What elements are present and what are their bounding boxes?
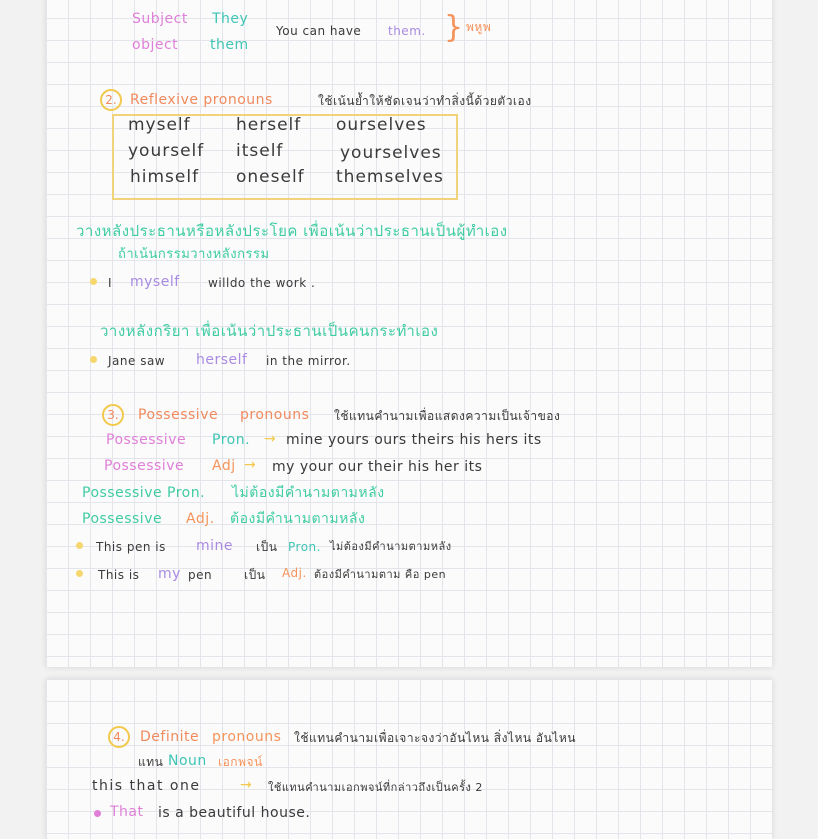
example-pre: You can have (276, 24, 362, 38)
word-herself: herself (236, 115, 302, 135)
reflexive-title: Reflexive pronouns (130, 92, 273, 108)
possessive-title-a: Possessive (138, 407, 219, 423)
notebook-page-2 (46, 679, 772, 839)
bullet-dot (90, 278, 97, 285)
bullet-dot (76, 542, 83, 549)
definite-line2-c: เอกพจน์ (218, 755, 263, 769)
word-themselves: themselves (336, 167, 444, 187)
subject-label: Subject (132, 11, 188, 27)
poss-ex2-pre: This is (98, 568, 140, 582)
poss-ex2-post: pen (188, 568, 213, 582)
poss-ex2-tag: Adj. (282, 566, 307, 580)
example-word: them. (388, 24, 426, 38)
reflexive-ex2-word: herself (196, 352, 248, 368)
bracket: } (444, 10, 464, 45)
word-himself: himself (130, 167, 200, 187)
pron-label-b: Pron. (212, 432, 251, 448)
definite-desc: ใช้แทนคำนามเพื่อเจาะจงว่าอันไหน สิ่งไหน อันไหน (294, 731, 576, 745)
adj-label-b: Adj (212, 458, 236, 474)
rule-adj-c: ต้องมีคำนามตามหลัง (230, 511, 366, 527)
reflexive-ex1-post: willdo the work . (208, 276, 316, 290)
word-ourselves: ourselves (336, 115, 427, 135)
rule-adj-a: Possessive (82, 511, 163, 527)
poss-ex1-tag: Pron. (288, 540, 321, 554)
reflexive-ex1-pre: I (108, 276, 113, 290)
poss-ex2-word: my (158, 566, 181, 582)
notebook-page-1 (46, 0, 772, 667)
adj-words: my your our their his her its (272, 459, 483, 475)
reflexive-ex2-post: in the mirror. (266, 354, 351, 368)
poss-ex1-be: เป็น (256, 540, 278, 554)
definite-title-a: Definite (140, 729, 200, 745)
definite-line2-b: Noun (168, 753, 207, 769)
bullet-dot (76, 570, 83, 577)
rule-pron-b: ไม่ต้องมีคำนามตามหลัง (232, 485, 385, 501)
definite-ex-word: That (110, 804, 144, 820)
reflexive-desc: ใช้เน้นย้ำให้ชัดเจนว่าทำสิ่งนี้ด้วยตัวเอง (318, 94, 532, 108)
possessive-title-b: pronouns (240, 407, 310, 423)
definite-arrow-icon: → (240, 777, 253, 793)
poss-ex1-word: mine (196, 538, 234, 554)
word-itself: itself (236, 141, 284, 161)
reflexive-ex1-word: myself (130, 274, 180, 290)
pron-words: mine yours ours theirs his hers its (286, 432, 542, 448)
possessive-desc: ใช้แทนคำนามเพื่อแสดงความเป็นเจ้าของ (334, 409, 561, 423)
section-number-4: 4. (108, 726, 130, 748)
object-word: them (210, 37, 249, 53)
adj-arrow-icon: → (244, 457, 257, 473)
thai-note: พหูพ (466, 20, 492, 34)
bullet-dot (94, 810, 101, 817)
pron-arrow-icon: → (264, 431, 277, 447)
word-myself: myself (128, 115, 191, 135)
rule-pron-a: Possessive Pron. (82, 485, 206, 501)
section-number-3: 3. (102, 404, 124, 426)
definite-words: this that one (92, 778, 201, 794)
poss-ex2-note: ต้องมีคำนามตาม คือ pen (314, 568, 447, 581)
reflexive-rule1-line2: ถ้าเน้นกรรมวางหลังกรรม (118, 247, 270, 262)
poss-ex2-be: เป็น (244, 568, 266, 582)
reflexive-rule2: วางหลังกริยา เพื่อเน้นว่าประธานเป็นคนกระทำเอง (100, 322, 439, 340)
word-oneself: oneself (236, 167, 305, 187)
definite-line2-a: แทน (138, 755, 164, 769)
object-label: object (132, 37, 179, 53)
definite-ex-post: is a beautiful house. (158, 805, 311, 821)
rule-adj-b: Adj. (186, 511, 215, 527)
subject-word: They (212, 11, 249, 27)
pron-label-a: Possessive (106, 432, 187, 448)
section-number-2: 2. (100, 89, 122, 111)
adj-label-a: Possessive (104, 458, 185, 474)
poss-ex1-pre: This pen is (96, 540, 166, 554)
word-yourselves: yourselves (340, 143, 442, 163)
definite-note: ใช้แทนคำนามเอกพจน์ที่กล่าวถึงเป็นครั้ง 2 (268, 781, 483, 794)
poss-ex1-note: ไม่ต้องมีคำนามตามหลัง (330, 540, 452, 553)
word-yourself: yourself (128, 141, 205, 161)
definite-title-b: pronouns (212, 729, 282, 745)
reflexive-rule1-line1: วางหลังประธานหรือหลังประโยค เพื่อเน้นว่าประธานเป็นผู้ทำเอง (76, 222, 508, 240)
bullet-dot (90, 356, 97, 363)
reflexive-ex2-pre: Jane saw (108, 354, 166, 368)
